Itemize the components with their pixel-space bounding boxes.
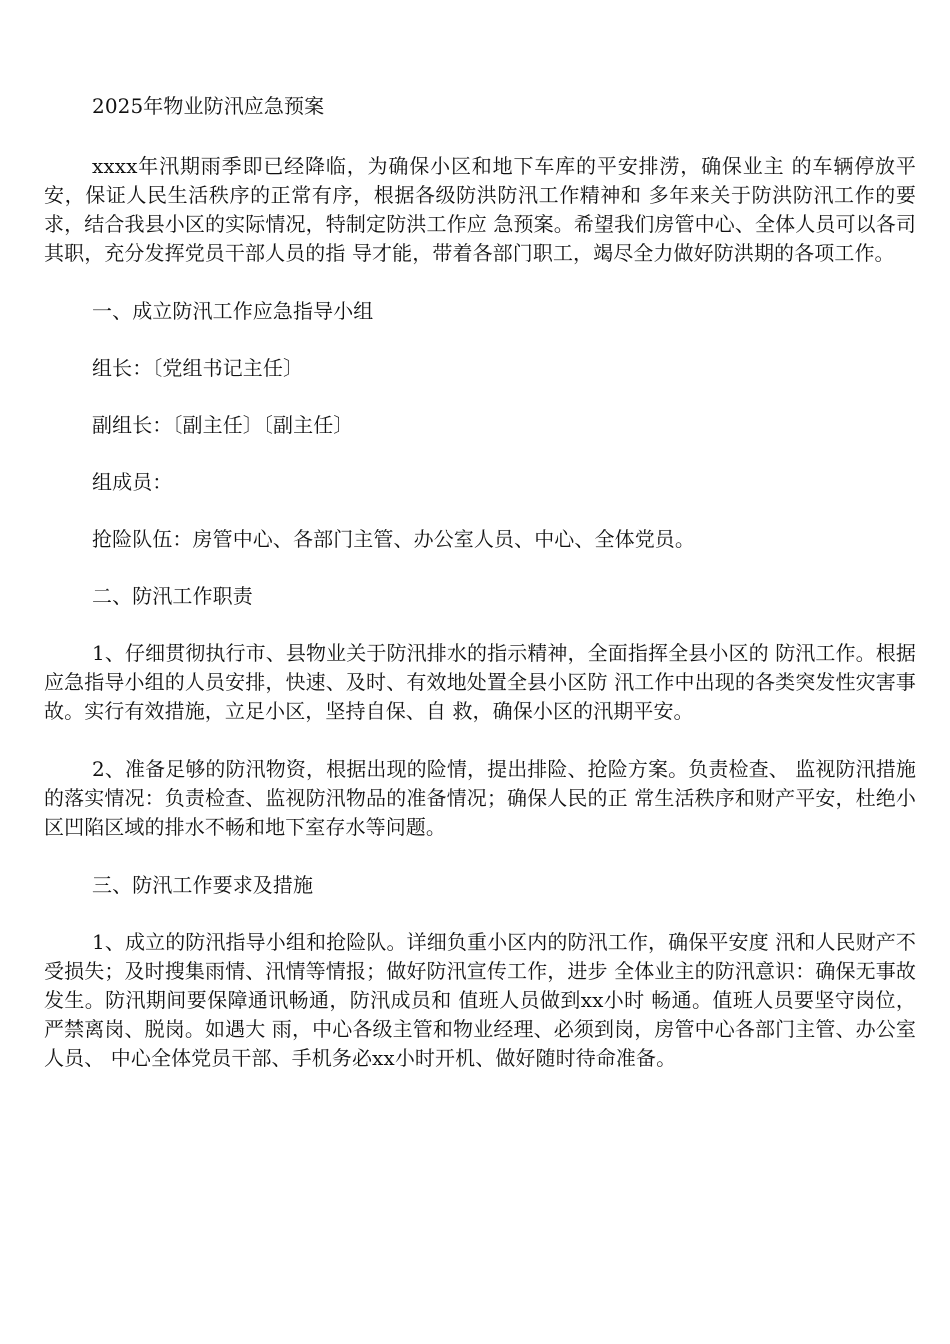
document-page [44,92,916,1073]
section-heading-1: 一、成立防汛工作应急指导小组 [92,299,374,323]
measures-paragraph-1: 1、成立的防汛指导小组和抢险队。详细负重小区内的防汛工作，确保平安度 汛和人民财产不受损失；及时搜集雨情、汛情等情报；做好防汛宣传工作，进步 全体业主的防汛意识：确保无事故发生。防汛期间要保障通讯畅通，防汛成员和 值班人员做到xx小时 畅通。值班人员要坚守岗位，严禁离岗、脱岗。如遇大 雨，中心各级主管和物业经理、必须到岗，房管中心各部门主管、办公室人员、 中心全体党员干部、手机务必xx小时开机、做好随时待命准备。 [44,930,916,1070]
intro-paragraph: xxxx年汛期雨季即已经降临，为确保小区和地下车库的平安排涝，确保业主 的车辆停放平安，保证人民生活秩序的正常有序，根据各级防洪防汛工作精神和 多年来关于防洪防汛工作的要求，结合我县小区的实际情况，特制定防洪工作应 急预案。希望我们房管中心、全体人员可以各司其职，充分发挥党员干部人员的指 导才能，带着各部门职工，竭尽全力做好防洪期的各项工作。 [44,154,916,265]
duty-paragraph-1: 1、仔细贯彻执行市、县物业关于防汛排水的指示精神，全面指挥全县小区的 防汛工作。根据应急指导小组的人员安排，快速、及时、有效地处置全县小区防 汛工作中出现的各类突发性灾害事故。实行有效措施，立足小区，坚持自保、自 救，确保小区的汛期平安。 [44,641,916,723]
rescue-team-line: 抢险队伍：房管中心、各部门主管、办公室人员、中心、全体党员。 [92,527,695,551]
section-heading-3: 三、防汛工作要求及措施 [92,873,314,897]
group-leader-line: 组长：〔党组书记主任〕 [92,356,304,380]
duty-paragraph-2: 2、准备足够的防汛物资，根据出现的险情，提出排险、抢险方案。负责检查、 监视防汛措施的落实情况：负责检查、监视防汛物品的准备情况；确保人民的正 常生活秩序和财产平安，杜绝小区凹陷区域的排水不畅和地下室存水等问题。 [44,757,916,839]
document-title: 2025年物业防汛应急预案 [92,94,325,118]
section-heading-2: 二、防汛工作职责 [92,584,253,608]
deputy-leader-line: 副组长：〔副主任〕〔副主任〕 [92,413,354,437]
group-members-line: 组成员： [92,470,173,494]
